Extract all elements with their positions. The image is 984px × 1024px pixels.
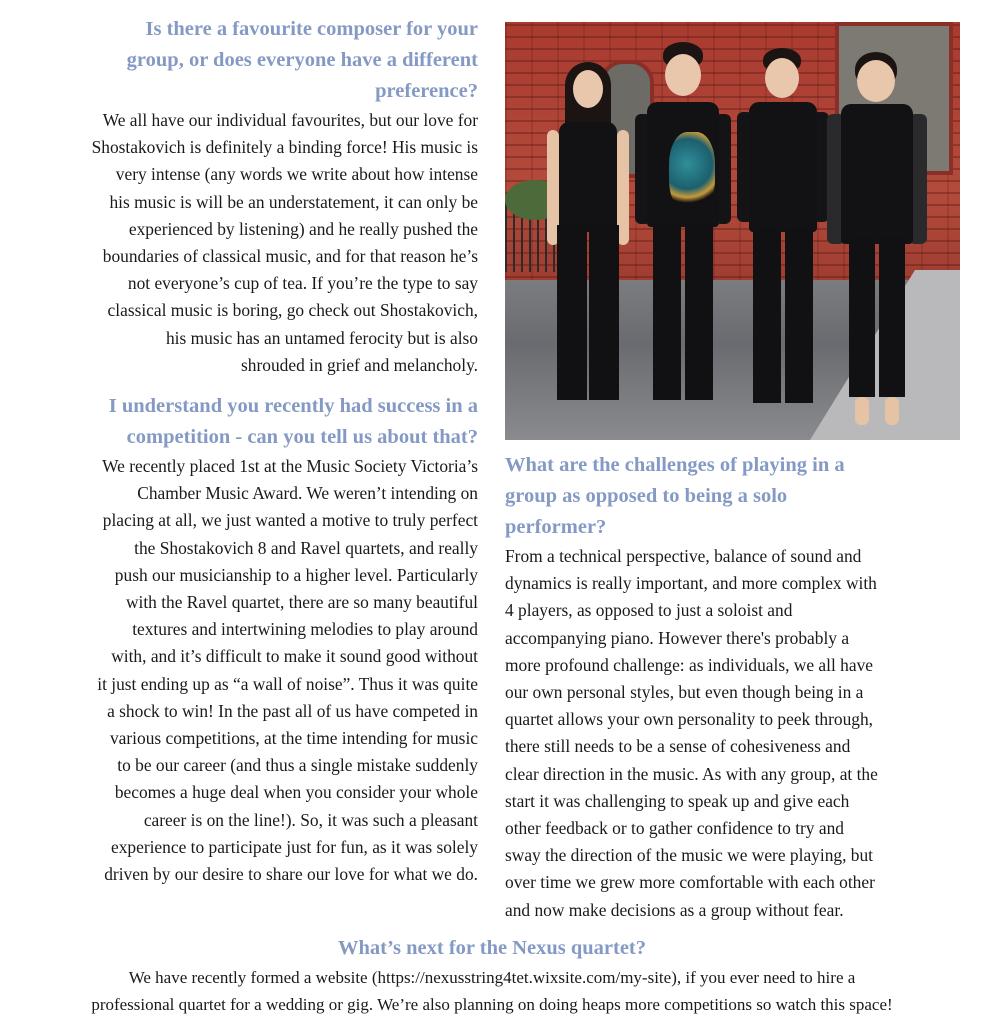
text-line: sway the direction of the music we were playing, but [505, 845, 873, 866]
text-line: a shock to win! In the past all of us have competed in [107, 700, 478, 721]
heading-line: performer? [505, 516, 607, 538]
text-line: various competitions, at the time intending for music [109, 728, 478, 749]
text-line: We all have our individual favourites, but our love for [102, 110, 478, 130]
text-line: to be our career (and thus a single mistake suddenly [117, 755, 478, 776]
text-line: his music has an untamed ferocity but is also [165, 327, 478, 348]
heading-line: group as opposed to being a solo [505, 485, 788, 507]
text-line: 4 players, as opposed to just a soloist and [505, 600, 793, 621]
text-line: We have recently formed a website (https://nexusstring4tet.wixsite.com/my-site), if you ever need to hire a [128, 968, 856, 987]
text-line: Shostakovich is definitely a binding force! His music is [91, 137, 478, 158]
text-line: quartet allows your own personality to peek through, [505, 709, 874, 730]
text-line: shrouded in grief and melancholy. [241, 354, 478, 375]
text-line: classical music is boring, go check out Shostakovich, [107, 300, 478, 321]
text-line: with, and it’s difficult to make it sound good without [111, 646, 478, 667]
text-line: start it was challenging to speak up and give each [505, 790, 850, 811]
person-violist [737, 48, 829, 418]
right-column [505, 450, 965, 924]
left-column [18, 14, 478, 888]
text-line: We recently placed 1st at the Music Society Victoria’s [102, 456, 478, 477]
text-line: more profound challenge: as individuals, we all have [505, 654, 873, 675]
text-line: becomes a huge deal when you consider your whole [114, 782, 478, 803]
peacock-embroidery [669, 132, 715, 212]
text-line: and now make decisions as a group without fear. [505, 899, 844, 920]
text-line: driven by our desire to share our love for what we do. [104, 864, 478, 885]
text-line: the Shostakovich 8 and Ravel quartets, and really [134, 537, 478, 558]
person-violinist-1 [543, 60, 633, 410]
heading-line: I understand you recently had success in a [108, 395, 478, 418]
question-competition-success [18, 391, 478, 453]
bottom-section [0, 933, 984, 1018]
text-line: push our musicianship to a higher level. Particularly [114, 564, 478, 585]
heading-line: preference? [375, 80, 478, 102]
text-line: placing at all, we just wanted a motive to truly perfect [102, 510, 478, 531]
text-line: other feedback or to gather confidence to try and [505, 818, 844, 839]
answer-competition-success [18, 453, 478, 888]
quartet-group-photo [505, 22, 960, 440]
heading-line: What are the challenges of playing in a [505, 454, 845, 476]
text-line: professional quartet for a wedding or gig. We’re also planning on doing heaps more competitions so watch this space! [91, 995, 893, 1014]
heading-line: group, or does everyone have a different [126, 49, 478, 71]
text-line: experienced by listening) and he really pushed the [128, 218, 478, 239]
text-line: there still needs to be a sense of cohesiveness and [505, 736, 851, 757]
text-line: From a technical perspective, balance of sound and [505, 546, 862, 566]
text-line: his music is will be an understatement, it can only be [109, 191, 478, 212]
text-line: clear direction in the music. As with any group, at the [505, 763, 878, 784]
heading-line: competition - can you tell us about that? [126, 426, 478, 449]
answer-group-challenges [505, 543, 965, 924]
text-line: with the Ravel quartet, there are so many beautiful [125, 592, 478, 613]
text-line: it just ending up as “a wall of noise”. Thus it was quite [97, 673, 478, 694]
text-line: textures and intertwining melodies to play around [132, 619, 478, 640]
question-whats-next [0, 933, 984, 964]
answer-whats-next [0, 964, 984, 1018]
text-line: very intense (any words we write about how intense [115, 164, 478, 185]
text-line: accompanying piano. However there's probably a [505, 627, 850, 648]
question-favourite-composer [18, 14, 478, 107]
heading-line: What’s next for the Nexus quartet? [337, 937, 647, 959]
text-line: experience to participate just for fun, as it was solely [110, 836, 478, 857]
question-group-challenges [505, 450, 965, 543]
heading-line: Is there a favourite composer for your [145, 18, 478, 40]
text-line: dynamics is really important, and more complex with [505, 573, 877, 594]
text-line: our own personal styles, but even though being in a [505, 682, 864, 703]
text-line: Chamber Music Award. We weren’t intending on [137, 483, 478, 504]
text-line: over time we grew more comfortable with each other [505, 872, 875, 893]
person-violinist-2 [633, 42, 733, 414]
text-line: boundaries of classical music, and for that reason he’s [102, 246, 478, 267]
person-cellist [827, 52, 927, 432]
text-line: not everyone’s cup of tea. If you’re the type to say [127, 273, 478, 294]
answer-favourite-composer [18, 107, 478, 379]
text-line: career is on the line!). So, it was such a pleasant [143, 809, 478, 830]
